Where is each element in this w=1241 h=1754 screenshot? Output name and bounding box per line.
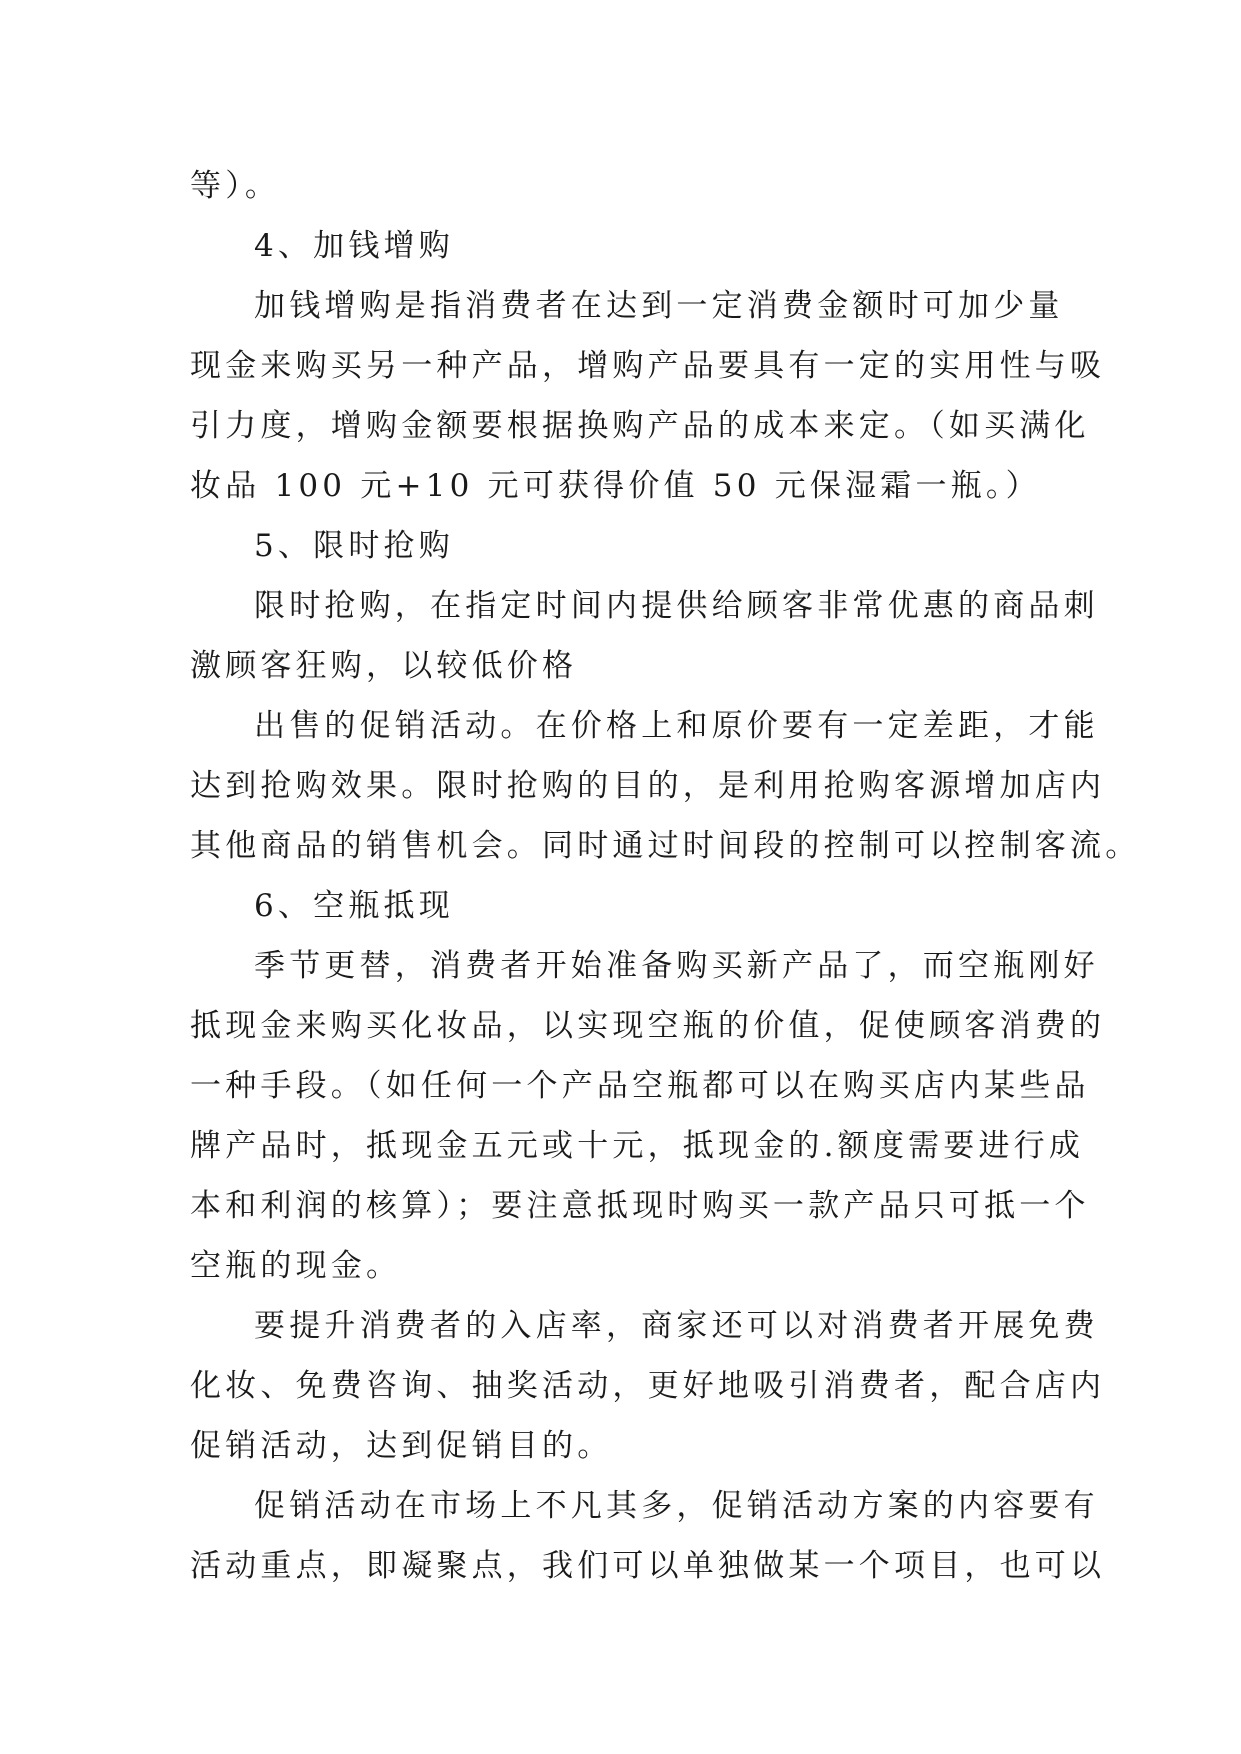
- text-line: 要提升消费者的入店率，商家还可以对消费者开展免费: [254, 1308, 1099, 1344]
- text-line: 本和利润的核算）；要注意抵现时购买一款产品只可抵一个: [190, 1188, 1090, 1224]
- text-line: 等）。: [190, 168, 281, 204]
- text-line: 一种手段。（如任何一个产品空瓶都可以在购买店内某些品: [190, 1068, 1090, 1104]
- text-line: 出售的促销活动。在价格上和原价要有一定差距，才能: [254, 708, 1099, 744]
- text-line: 限时抢购，在指定时间内提供给顾客非常优惠的商品刺: [254, 588, 1099, 624]
- section-heading: 6、空瓶抵现: [254, 888, 454, 924]
- text-line: 加钱增购是指消费者在达到一定消费金额时可加少量: [254, 288, 1064, 324]
- text-line: 引力度，增购金额要根据换购产品的成本来定。（如买满化: [190, 408, 1090, 444]
- text-line: 活动重点，即凝聚点，我们可以单独做某一个项目，也可以: [190, 1548, 1106, 1584]
- text-line: 现金来购买另一种产品，增购产品要具有一定的实用性与吸: [190, 348, 1106, 384]
- text-line: 激顾客狂购，以较低价格: [190, 648, 578, 684]
- text-line: 妆品 100 元+10 元可获得价值 50 元保湿霜一瓶。）: [190, 468, 1041, 504]
- text-line: 季节更替，消费者开始准备购买新产品了，而空瓶刚好: [254, 948, 1099, 984]
- section-heading: 4、加钱增购: [254, 228, 454, 264]
- text-line: 促销活动，达到促销目的。: [190, 1428, 613, 1464]
- text-line: 促销活动在市场上不凡其多，促销活动方案的内容要有: [254, 1488, 1099, 1524]
- text-line: 牌产品时，抵现金五元或十元，抵现金的.额度需要进行成: [190, 1128, 1085, 1164]
- text-line: 其他商品的销售机会。同时通过时间段的控制可以控制客流。: [190, 828, 1141, 864]
- text-line: 达到抢购效果。限时抢购的目的，是利用抢购客源增加店内: [190, 768, 1106, 804]
- text-line: 抵现金来购买化妆品，以实现空瓶的价值，促使顾客消费的: [190, 1008, 1106, 1044]
- text-line: 空瓶的现金。: [190, 1248, 402, 1284]
- text-line: 化妆、免费咨询、抽奖活动，更好地吸引消费者，配合店内: [190, 1368, 1106, 1404]
- section-heading: 5、限时抢购: [254, 528, 454, 564]
